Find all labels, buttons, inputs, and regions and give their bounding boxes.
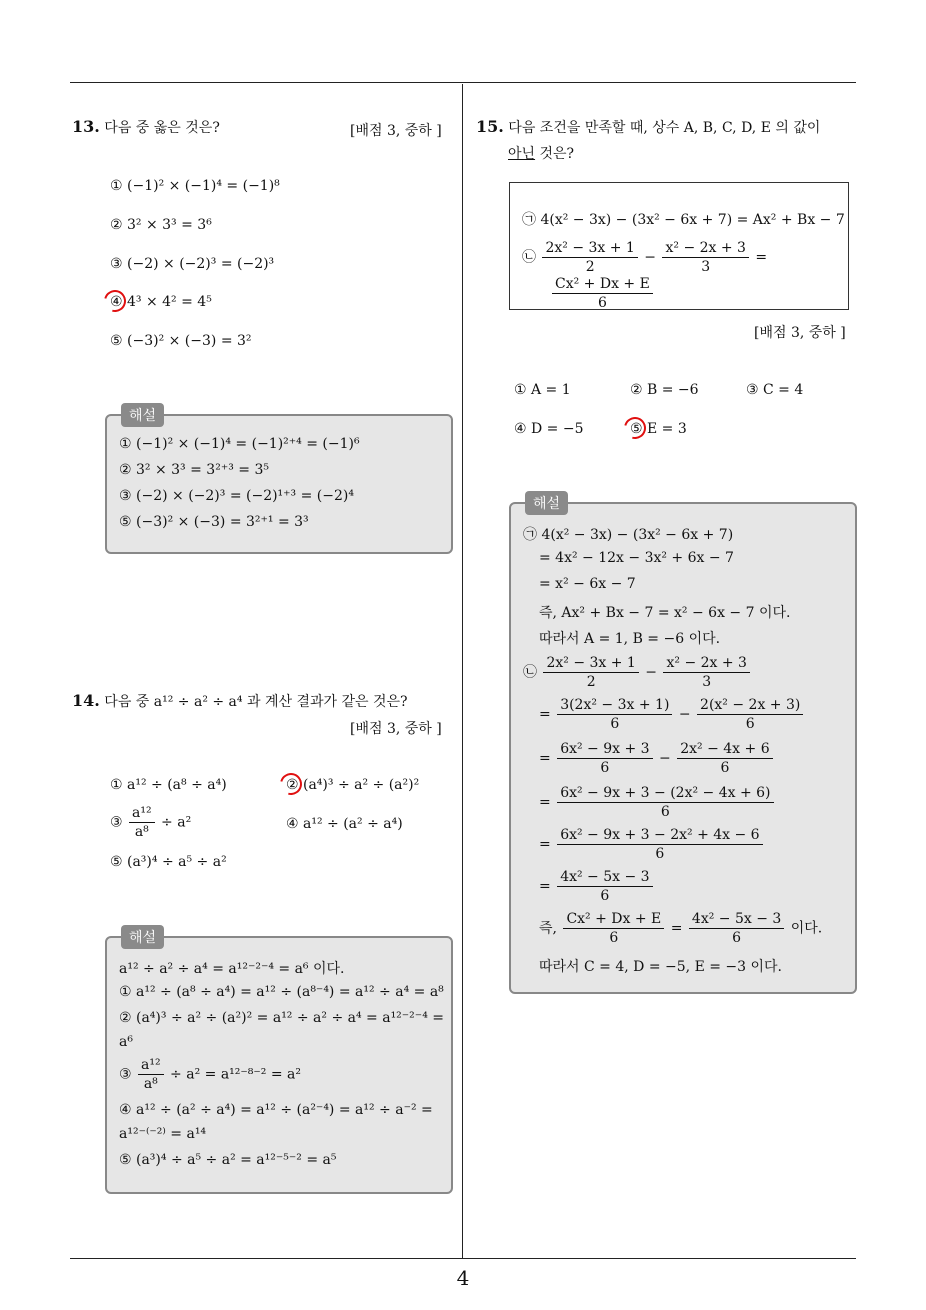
q14-solution-line: ⑤ (a³)⁴ ÷ a⁵ ÷ a² = a¹²⁻⁵⁻² = a⁵ (119, 1152, 337, 1168)
q15-choice-5[interactable]: ⑤ E = 3 (630, 421, 687, 437)
fraction-numerator: 6x² − 9x + 3 (557, 740, 652, 759)
operator: = (755, 249, 768, 266)
condition-2-label: ㉡ (523, 664, 537, 681)
fraction-denominator: 6 (610, 716, 620, 732)
solution-tail: ÷ a² = a¹²⁻⁸⁻² = a² (170, 1066, 301, 1083)
condition-1: ㉠ 4(x² − 3x) − (3x² − 6x + 7) = Ax² + Bx − 7 (522, 212, 845, 228)
q14-solution-line: ② (a⁴)³ ÷ a² ÷ (a²)² = a¹² ÷ a² ÷ a⁴ = a¹²⁻²⁻⁴ = (119, 1010, 444, 1026)
fraction-numerator: a¹² (138, 1056, 164, 1075)
fraction-numerator: 4x² − 5x − 3 (557, 868, 652, 887)
fraction (543, 654, 638, 691)
q15-choice-1[interactable]: ① A = 1 (514, 382, 571, 398)
operator: − (659, 750, 671, 767)
fraction (557, 740, 652, 777)
fraction-numerator: 2x² − 4x + 6 (677, 740, 772, 759)
fraction-denominator: 6 (600, 760, 610, 776)
q15-choice-2[interactable]: ② B = −6 (630, 382, 699, 398)
q15-text: 다음 조건을 만족할 때, 상수 A, B, C, D, E 의 값이 (508, 120, 821, 136)
fraction (557, 784, 773, 821)
q14-solution-line: a¹²⁻⁽⁻²⁾ = a¹⁴ (119, 1126, 207, 1142)
fraction (689, 910, 784, 947)
q14-choice-4[interactable]: ④ a¹² ÷ (a² ÷ a⁴) (286, 816, 403, 832)
choice-number: ③ (110, 814, 123, 831)
operator: = (539, 836, 551, 853)
q14-solution-line: ① a¹² ÷ (a⁸ ÷ a⁴) = a¹² ÷ (a⁸⁻⁴) = a¹² ÷ a⁴ = a⁸ (119, 984, 444, 1000)
fraction-denominator: 3 (702, 674, 712, 690)
fraction-numerator: Cx² + Dx + E (563, 910, 664, 929)
step-prefix: 즉, (539, 920, 557, 937)
q14-solution-line (119, 1056, 301, 1093)
q13-solution-line: ② 3² × 3³ = 3²⁺³ = 3⁵ (119, 462, 269, 478)
q15-solution-line: 따라서 C = 4, D = −5, E = −3 이다. (539, 959, 783, 975)
fraction-numerator: x² − 2x + 3 (663, 654, 749, 673)
fraction (542, 239, 637, 276)
fraction-numerator: 2x² − 3x + 1 (542, 239, 637, 258)
q13-choice-1[interactable]: ① (−1)² × (−1)⁴ = (−1)⁸ (110, 178, 280, 194)
choice-tail: ÷ a² (161, 814, 192, 831)
q15-solution-step (539, 910, 822, 947)
q15-choice-3[interactable]: ③ C = 4 (746, 382, 804, 398)
q14-choice-1[interactable]: ① a¹² ÷ (a⁸ ÷ a⁴) (110, 777, 227, 793)
fraction-numerator: Cx² + Dx + E (552, 275, 653, 294)
fraction-denominator: 6 (660, 804, 670, 820)
bottom-rule (70, 1258, 856, 1259)
operator: = (539, 878, 551, 895)
q15-solution-step (539, 740, 775, 777)
q15-solution-step (539, 868, 655, 905)
q14-choice-5[interactable]: ⑤ (a³)⁴ ÷ a⁵ ÷ a² (110, 854, 227, 870)
fraction (557, 826, 762, 863)
fraction-numerator: 2(x² − 2x + 3) (697, 696, 803, 715)
fraction (663, 654, 749, 691)
q13-choice-4[interactable]: ④ 4³ × 4² = 4⁵ (110, 294, 212, 310)
fraction-numerator: 6x² − 9x + 3 − 2x² + 4x − 6 (557, 826, 762, 845)
top-rule (70, 82, 856, 83)
q14-solution-line: a¹² ÷ a² ÷ a⁴ = a¹²⁻²⁻⁴ = a⁶ 이다. (119, 961, 345, 977)
q15-condition-box (509, 182, 849, 310)
fraction (697, 696, 803, 733)
fraction-denominator: 6 (600, 888, 610, 904)
q15-solution-line: = 4x² − 12x − 3x² + 6x − 7 (539, 550, 734, 566)
q13-solution-line: ⑤ (−3)² × (−3) = 3²⁺¹ = 3³ (119, 514, 309, 530)
q13-solution-line: ③ (−2) × (−2)³ = (−2)¹⁺³ = (−2)⁴ (119, 488, 354, 504)
fraction-denominator: a⁸ (143, 1076, 158, 1092)
condition-2-label: ㉡ (522, 249, 536, 266)
page-number: 4 (456, 1266, 470, 1290)
q14-number: 14. (72, 691, 100, 710)
fraction (552, 275, 653, 312)
q14-solution-line: ④ a¹² ÷ (a² ÷ a⁴) = a¹² ÷ (a²⁻⁴) = a¹² ÷ a⁻² = (119, 1102, 433, 1118)
q14-solution-box (105, 930, 453, 1194)
q13-text: 다음 중 옳은 것은? (104, 120, 220, 136)
operator: = (670, 920, 683, 937)
answer-mark-circle (620, 413, 650, 443)
operator: = (539, 794, 551, 811)
q13-solution-line: ① (−1)² × (−1)⁴ = (−1)²⁺⁴ = (−1)⁶ (119, 436, 360, 452)
operator: = (539, 750, 551, 767)
q15-score: [배점 3, 중하 ] (754, 325, 846, 341)
fraction-denominator: 2 (585, 259, 595, 275)
fraction-denominator: 6 (609, 930, 619, 946)
q15-solution-line: 따라서 A = 1, B = −6 이다. (539, 631, 721, 647)
q15-solution-line: = x² − 6x − 7 (539, 576, 636, 592)
q13-choice-3[interactable]: ③ (−2) × (−2)³ = (−2)³ (110, 256, 275, 272)
q14-score: [배점 3, 중하 ] (350, 721, 442, 737)
q13-choice-5[interactable]: ⑤ (−3)² × (−3) = 3² (110, 333, 252, 349)
condition-2-rhs (550, 275, 655, 312)
q13-solution-box (105, 408, 453, 554)
fraction (677, 740, 772, 777)
q14-choice-2[interactable]: ② (a⁴)³ ÷ a² ÷ (a²)² (286, 777, 420, 793)
q15-question (476, 114, 866, 167)
fraction (138, 1056, 164, 1093)
q15-solution-step (539, 784, 776, 821)
fraction-denominator: 6 (732, 930, 742, 946)
fraction-denominator: 6 (745, 716, 755, 732)
fraction-denominator: 3 (701, 259, 711, 275)
fraction-denominator: 6 (720, 760, 730, 776)
fraction (129, 804, 155, 841)
operator: = (539, 706, 551, 723)
q14-question (72, 688, 408, 715)
fraction-denominator: 6 (597, 295, 607, 311)
fraction (557, 696, 672, 733)
fraction-denominator: 6 (655, 846, 665, 862)
q15-solution-line: 즉, Ax² + Bx − 7 = x² − 6x − 7 이다. (539, 605, 791, 621)
q13-score: [배점 3, 중하 ] (350, 123, 442, 139)
fraction-numerator: a¹² (129, 804, 155, 823)
q15-solution-step (539, 696, 805, 733)
operator: − (645, 664, 658, 681)
q15-number: 15. (476, 117, 504, 136)
fraction-denominator: 2 (586, 674, 596, 690)
fraction-numerator: 2x² − 3x + 1 (543, 654, 638, 673)
column-divider (462, 84, 463, 1258)
answer-mark-circle (100, 286, 130, 316)
choice-number: ③ (119, 1066, 132, 1083)
q13-choice-2[interactable]: ② 3² × 3³ = 3⁶ (110, 217, 212, 233)
fraction-denominator: a⁸ (134, 824, 149, 840)
q15-solution-label: 해설 (525, 491, 568, 515)
condition-2 (522, 239, 767, 276)
answer-mark-circle (276, 769, 306, 799)
fraction-numerator: 3(2x² − 3x + 1) (557, 696, 672, 715)
q14-choice-3[interactable] (110, 804, 191, 841)
operator: − (678, 706, 691, 723)
q14-solution-label: 해설 (121, 925, 164, 949)
q15-text-rest: 것은? (535, 146, 575, 162)
fraction (662, 239, 748, 276)
q15-choice-4[interactable]: ④ D = −5 (514, 421, 584, 437)
q15-solution-line: ㉠ 4(x² − 3x) − (3x² − 6x + 7) (523, 527, 734, 543)
q15-solution-box (509, 496, 857, 994)
step-suffix: 이다. (790, 920, 823, 937)
fraction (557, 868, 652, 905)
fraction (563, 910, 664, 947)
q14-text: 다음 중 a¹² ÷ a² ÷ a⁴ 과 계산 결과가 같은 것은? (104, 694, 408, 710)
fraction-numerator: x² − 2x + 3 (662, 239, 748, 258)
q13-question (72, 114, 220, 141)
q13-number: 13. (72, 117, 100, 136)
q14-solution-line: a⁶ (119, 1034, 133, 1050)
operator: − (644, 249, 657, 266)
fraction-numerator: 6x² − 9x + 3 − (2x² − 4x + 6) (557, 784, 773, 803)
fraction-numerator: 4x² − 5x − 3 (689, 910, 784, 929)
q15-emphasis: 아닌 (508, 146, 536, 162)
q13-solution-label: 해설 (121, 403, 164, 427)
q15-solution-step (523, 654, 752, 691)
q15-solution-step (539, 826, 765, 863)
